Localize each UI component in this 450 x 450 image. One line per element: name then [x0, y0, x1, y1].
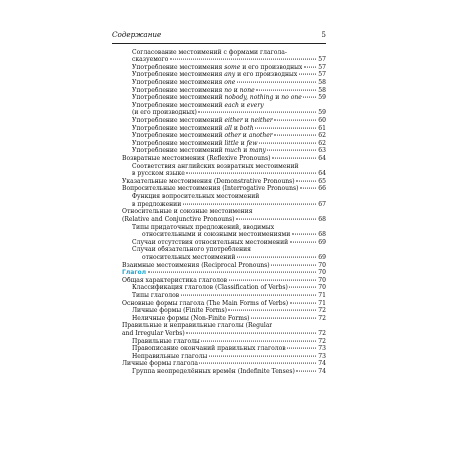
toc-entry-text [132, 284, 288, 292]
toc-entry-part: Употребление местоимений [132, 139, 225, 147]
toc-entry-text [122, 360, 198, 368]
toc-entry-part: Употребление местоимений [132, 116, 225, 124]
toc-entry-text [132, 170, 185, 178]
toc-entry-italic: none [239, 86, 255, 94]
toc-page-number: 65 [318, 177, 326, 185]
toc-entry[interactable] [112, 140, 326, 148]
toc-entry-italic: other [224, 132, 241, 140]
toc-entry-text [132, 292, 179, 300]
toc-entry-part: Группа неопределённых времён (Indefinite Tenses) [132, 368, 295, 376]
toc-entry-part: и [231, 86, 240, 94]
toc-page-number: 66 [318, 185, 326, 193]
toc-entry-text [132, 56, 168, 64]
dot-leader [201, 340, 315, 341]
toc-page-number: 57 [318, 56, 326, 64]
toc-entry-text [132, 338, 200, 346]
dot-leader [186, 333, 315, 334]
toc-entry-part: и [238, 101, 247, 109]
toc-entry-part: Неправильные глаголы [132, 352, 208, 360]
toc-page-number: 70 [318, 269, 326, 277]
toc-entry-text [132, 132, 273, 140]
dot-leader [170, 59, 316, 60]
toc-entry-text [132, 147, 266, 155]
toc-entry-part: Правописание окончаний правильных глаголов [132, 345, 286, 353]
toc-page-number: 61 [318, 124, 326, 132]
toc-entry[interactable] [112, 193, 326, 201]
toc-entry-part: Общая характеристика глаголов [122, 276, 228, 284]
toc-entry-part: в русском языке [132, 170, 185, 178]
toc-entry-part: Основные формы глагола (The Main Forms of Verbs) [122, 299, 289, 307]
toc-entry[interactable] [112, 49, 326, 57]
toc-entry[interactable] [112, 71, 326, 79]
toc-entry[interactable] [112, 87, 326, 95]
toc-entry-part: Взаимные местоимения (Reciprocal Pronouns) [122, 261, 270, 269]
toc-entry[interactable] [112, 254, 326, 262]
toc-page-number: 68 [318, 231, 326, 239]
toc-entry-text [132, 71, 297, 79]
toc-entry-part: Употребление местоимений [132, 147, 225, 155]
toc-entry-italic: few [246, 139, 258, 147]
toc-entry-part: сказуемого [132, 56, 169, 64]
toc-entry-text [132, 201, 181, 209]
toc-entry-part: Согласование местоимений с формами глагола- [132, 48, 287, 56]
toc-page-number: 68 [318, 215, 326, 223]
toc-entry-part: Употребление местоимений [132, 101, 225, 109]
toc-page-number: 71 [318, 299, 326, 307]
toc-entry-part: Употребление местоимений [132, 124, 225, 132]
toc-entry[interactable] [112, 216, 326, 224]
toc-entry[interactable] [112, 284, 326, 292]
toc-page-number: 64 [318, 170, 326, 178]
toc-entry[interactable] [112, 345, 326, 353]
toc-entry-text [122, 185, 298, 193]
toc-entry-text [132, 109, 197, 117]
toc-entry-italic: one [224, 78, 236, 86]
toc-entry-italic: no one [281, 94, 302, 102]
dot-leader [236, 219, 316, 220]
toc-entry-part: и [238, 139, 247, 147]
dot-leader [148, 272, 316, 273]
toc-entry-text [132, 246, 251, 254]
toc-entry-part: Указательные местоимения (Demonstrative Pronouns) [122, 177, 295, 185]
toc-entry-part: и [242, 116, 251, 124]
toc-entry[interactable] [112, 277, 326, 285]
toc-entry[interactable] [112, 360, 326, 368]
toc-entry[interactable] [112, 315, 326, 323]
toc-entry-part: относительных местоимений [142, 253, 236, 261]
toc-entry-part: Случаи отсутствия относительных местоимений [132, 238, 289, 246]
toc-entry-part: в предложении [132, 200, 182, 208]
dot-leader [199, 363, 315, 364]
dot-leader [272, 158, 316, 159]
toc-entry-part: и его производных [235, 71, 298, 79]
dot-leader [255, 127, 315, 128]
toc-entry-part: Неличные формы (Non-Finite Forms) [132, 314, 250, 322]
toc-entry-text [122, 216, 234, 224]
toc-entry-text [142, 231, 290, 239]
toc-entry-part: Употребление местоимений [132, 132, 225, 140]
dot-leader [256, 89, 315, 90]
dot-leader [181, 295, 316, 296]
dot-leader [209, 355, 316, 356]
dot-leader [251, 317, 316, 318]
toc-entry[interactable] [112, 224, 326, 232]
toc-entry[interactable] [112, 102, 326, 110]
toc-entry-text [132, 345, 286, 353]
toc-entry[interactable] [112, 300, 326, 308]
toc-entry-text [132, 353, 207, 361]
toc-entry[interactable] [112, 79, 326, 87]
toc-entry-italic: either [224, 116, 243, 124]
toc-entry-italic: much [224, 147, 242, 155]
toc-entry-italic: each [224, 101, 239, 109]
dot-leader [274, 120, 315, 121]
header-title: Содержание [112, 30, 162, 39]
toc-entry[interactable] [112, 262, 326, 270]
toc-entry[interactable] [112, 94, 326, 102]
toc-page-number: 73 [318, 352, 326, 360]
dot-leader [183, 203, 316, 204]
toc-entry[interactable] [112, 155, 326, 163]
toc-entry[interactable] [112, 147, 326, 155]
toc-entry-italic: neither [250, 116, 273, 124]
toc-page-number: 62 [318, 132, 326, 140]
dot-leader [229, 279, 316, 280]
toc-entry[interactable] [112, 239, 326, 247]
toc-entry-italic: both [239, 124, 254, 132]
toc-page-number: 67 [318, 200, 326, 208]
toc-page-number: 70 [318, 284, 326, 292]
toc-page-number: 62 [318, 139, 326, 147]
toc-entry-text [132, 49, 287, 57]
toc-entry-italic: no [224, 86, 232, 94]
toc-entry-part: Личные формы (Finite Forms) [132, 307, 227, 315]
toc-entry[interactable] [112, 292, 326, 300]
toc-page-number: 74 [318, 368, 326, 376]
dot-leader [237, 257, 316, 258]
toc-entry[interactable] [112, 322, 326, 330]
toc-entry[interactable] [112, 353, 326, 361]
toc-entry-part: Употребление местоимения [132, 71, 225, 79]
toc-entry-part: Употребление местоимения [132, 63, 225, 71]
dot-leader [287, 348, 315, 349]
toc-entry-part: Случаи обязательного употребления [132, 246, 251, 254]
toc-entry-part: Правильные глаголы [132, 337, 200, 345]
toc-entry-text [132, 315, 249, 323]
toc-page-number: 59 [318, 109, 326, 117]
toc-entry-text [142, 254, 235, 262]
toc-page-number: 73 [318, 345, 326, 353]
toc-entry[interactable] [112, 64, 326, 72]
toc-entry-text [122, 155, 270, 163]
toc-entry-part: Типы придаточных предложений, вводимых [132, 223, 275, 231]
toc-entry-italic: many [249, 147, 266, 155]
toc-entry-italic: any [224, 71, 236, 79]
dot-leader [290, 302, 316, 303]
toc-entry-part: Функция вопросительных местоимений [132, 193, 260, 201]
toc-entry-part: Употребление местоимения [132, 86, 225, 94]
toc-entry[interactable] [112, 201, 326, 209]
toc-entry[interactable] [112, 125, 326, 133]
toc-entry[interactable] [112, 178, 326, 186]
toc-entry-text [132, 368, 295, 376]
dot-leader [290, 241, 316, 242]
toc-entry-text [132, 239, 288, 247]
dot-leader [271, 264, 315, 265]
toc-entry-part: и [231, 124, 240, 132]
toc-entry-text [132, 193, 259, 201]
dot-leader [296, 371, 315, 372]
toc-entry-part: Вопросительные местоимения (Interrogative Pronouns) [122, 185, 299, 193]
toc-entry[interactable] [112, 338, 326, 346]
toc-entry[interactable] [112, 117, 326, 125]
toc-entry[interactable] [112, 109, 326, 117]
toc-entry[interactable] [112, 185, 326, 193]
toc-entry-text [132, 102, 264, 110]
toc-entry-italic: nobody, nothing [224, 94, 274, 102]
toc-entry-text [132, 94, 302, 102]
toc-entry-text [132, 87, 255, 95]
toc-entry-part: Употребление местоимения [132, 78, 225, 86]
toc-page-number: 70 [318, 276, 326, 284]
table-of-contents [112, 49, 326, 376]
dot-leader [304, 66, 316, 67]
toc-page-number: 74 [318, 360, 326, 368]
toc-entry[interactable] [112, 208, 326, 216]
toc-entry-part: Возвратные местоимения (Reflexive Pronouns) [122, 155, 271, 163]
dot-leader [237, 82, 316, 83]
dot-leader [228, 310, 315, 311]
dot-leader [303, 97, 315, 98]
toc-page-number: 64 [318, 155, 326, 163]
toc-entry-text [122, 178, 295, 186]
toc-page-number: 70 [318, 261, 326, 269]
toc-page-number: 72 [318, 314, 326, 322]
toc-entry-part: (Relative and Conjunctive Pronouns) [122, 215, 235, 223]
toc-entry-part: Типы глаголов [132, 292, 180, 299]
toc-entry-text [132, 140, 258, 148]
toc-entry[interactable] [112, 163, 326, 171]
toc-entry-text [132, 307, 227, 315]
toc-entry-part: Соответствия английских возвратных местоимений [132, 162, 299, 170]
toc-page-number: 69 [318, 238, 326, 246]
toc-entry-text [122, 208, 253, 216]
toc-entry-part: и [240, 132, 249, 140]
dot-leader [186, 173, 315, 174]
dot-leader [267, 150, 315, 151]
toc-entry[interactable] [112, 368, 326, 376]
dot-leader [259, 142, 315, 143]
toc-entry-part: (и его производных) [132, 109, 197, 117]
toc-page-number: 58 [318, 86, 326, 94]
toc-page-number: 57 [318, 71, 326, 79]
dot-leader [292, 234, 316, 235]
dot-leader [274, 135, 315, 136]
toc-entry-italic: some [224, 63, 241, 71]
toc-page-number: 71 [318, 292, 326, 299]
toc-entry-text [122, 300, 288, 308]
toc-page-number: 69 [318, 253, 326, 261]
toc-page-number: 63 [318, 147, 326, 155]
toc-entry[interactable] [112, 56, 326, 64]
toc-entry-text [132, 163, 299, 171]
toc-entry-text [122, 269, 146, 277]
toc-entry-part: Глагол [122, 269, 147, 277]
toc-entry-text [122, 277, 227, 285]
page-header [112, 30, 326, 42]
dot-leader [296, 180, 315, 181]
toc-entry[interactable] [112, 307, 326, 315]
toc-entry-italic: every [246, 101, 264, 109]
toc-entry-part: Относительные и союзные местоимения [122, 208, 253, 216]
toc-entry-part: и [241, 147, 250, 155]
toc-page-number: 58 [318, 78, 326, 86]
toc-entry-italic: another [248, 132, 273, 140]
toc-page-number: 59 [318, 94, 326, 102]
toc-entry-italic: all [224, 124, 232, 132]
dot-leader [289, 287, 315, 288]
dot-leader [198, 112, 315, 113]
toc-entry-part: and Irregular Verbs) [122, 330, 185, 338]
toc-page-number: 72 [318, 307, 326, 315]
toc-entry-part: и его производных [240, 63, 303, 71]
toc-entry-text [122, 330, 185, 338]
toc-page-number: 60 [318, 116, 326, 124]
toc-page-number: 72 [318, 330, 326, 338]
toc-entry[interactable] [112, 330, 326, 338]
toc-entry[interactable] [112, 231, 326, 239]
toc-entry-text [122, 262, 270, 270]
dot-leader [299, 74, 316, 75]
toc-entry-text [122, 322, 272, 330]
toc-entry-text [132, 117, 273, 125]
toc-page-number: 57 [318, 63, 326, 71]
toc-entry-part: Классификация глаголов (Classification of Verbs) [132, 284, 288, 292]
toc-entry[interactable] [112, 132, 326, 140]
toc-page-number: 72 [318, 337, 326, 345]
toc-entry-text [132, 79, 235, 87]
dot-leader [300, 188, 316, 189]
toc-entry-part: Употребление местоимений [132, 94, 225, 102]
toc-entry-part: Личные формы глагола [122, 360, 198, 368]
toc-entry-text [132, 224, 274, 232]
toc-entry-text [132, 64, 302, 72]
toc-entry[interactable] [112, 246, 326, 254]
toc-entry-part: относительными и союзными местоимениями [142, 231, 291, 239]
header-page-number: 5 [321, 30, 326, 39]
toc-entry-part: Правильные и неправильные глаголы (Regular [122, 322, 273, 330]
header-rule [112, 43, 326, 44]
toc-entry[interactable] [112, 170, 326, 178]
toc-entry-text [132, 125, 254, 133]
toc-entry-part: и [273, 94, 282, 102]
toc-chapter-heading[interactable] [112, 269, 326, 277]
toc-entry-italic: little [224, 139, 239, 147]
